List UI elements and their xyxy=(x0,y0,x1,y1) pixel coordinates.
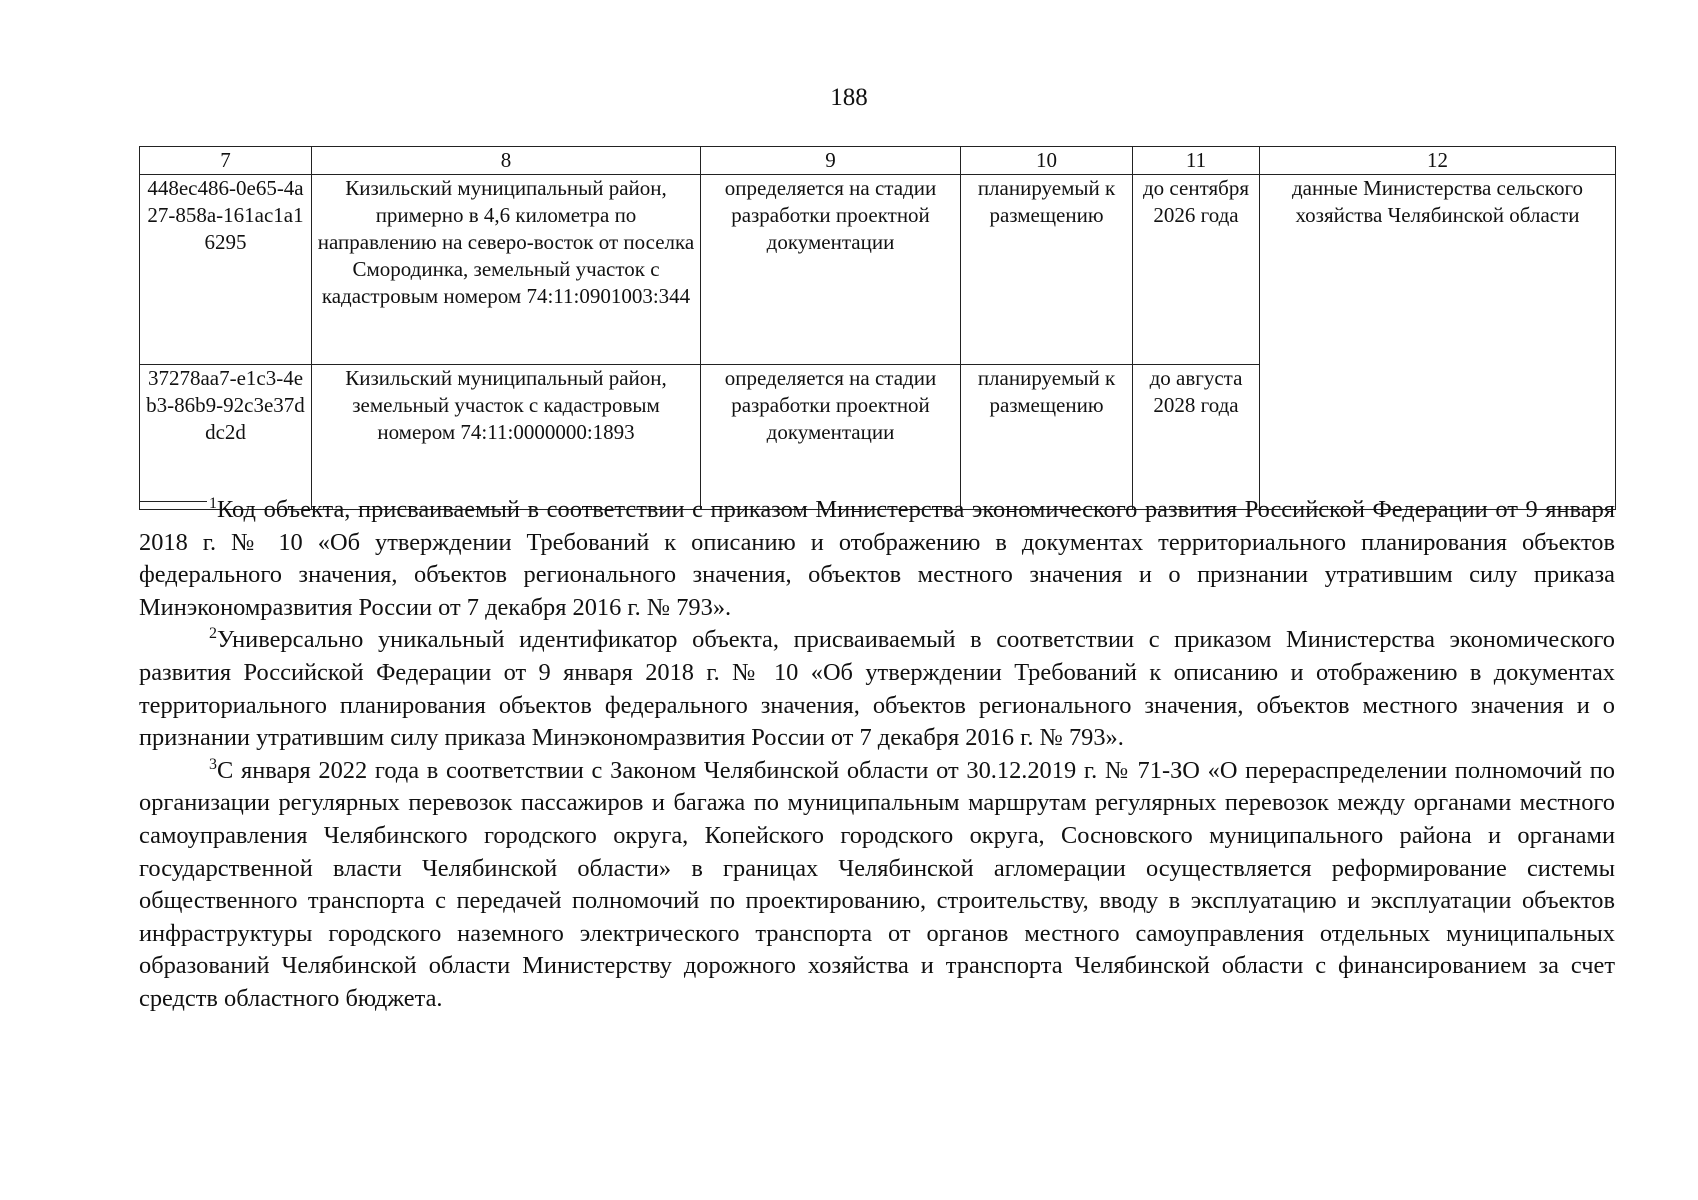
footnote-mark: 2 xyxy=(209,625,217,643)
footnote-text: Универсально уникальный идентификатор объекта, присваиваемый в соответствии с приказом Министерства экономического развития Российской Федерации от 9 января 2018 г. № 10 «Об утверждении Требований к описанию и отображению в документах территориального планирования объектов федерального значения, объектов регионального значения, объектов местного значения и о признании утратившим силу приказа Минэкономразвития России от 7 декабря 2016 г. № 793». xyxy=(139,626,1615,752)
object-characteristic: определяется на стадии разработки проектной документации xyxy=(724,366,937,444)
footnote-3 xyxy=(139,755,1615,1016)
object-uuid-cell xyxy=(140,175,312,365)
column-header: 7 xyxy=(140,147,312,175)
footnote-1 xyxy=(139,494,1615,624)
object-term-cell xyxy=(1133,365,1260,510)
column-header: 11 xyxy=(1133,147,1260,175)
table-header-row xyxy=(140,147,1616,175)
page-number: 188 xyxy=(830,84,868,111)
footnote-text: Код объекта, присваиваемый в соответствии с приказом Министерства экономического развития Российской Федерации от 9 января 2018 г. № 10 «Об утверждении Требований к описанию и отображению в документах территориального планирования объектов федерального значения, объектов регионального значения, объектов местного значения и о признании утратившим силу приказа Минэкономразвития России от 7 декабря 2016 г. № 793». xyxy=(139,496,1615,621)
footnote-mark: 3 xyxy=(209,755,217,773)
object-characteristic: определяется на стадии разработки проектной документации xyxy=(724,176,937,254)
object-location-cell xyxy=(312,175,701,365)
footnote-mark: 1 xyxy=(209,494,217,512)
object-status: планируемый к размещению xyxy=(977,176,1116,227)
footnote-2 xyxy=(139,624,1615,754)
footnote-text: С января 2022 года в соответствии с Законом Челябинской области от 30.12.2019 г. № 71-ЗО «О перераспределении полномочий по организации регулярных перевозок пассажиров и багажа по муниципальным маршрутам регулярных перевозок между органами местного самоуправления Челябинского городского округа, Копейского городского округа, Сосновского муниципального района и органами государственной власти Челябинской области» в границах Челябинской агломерации осуществляется реформирование системы общественного транспорта с передачей полномочий по проектированию, строительству, вводу в эксплуатацию и эксплуатации объектов инфраструктуры городского наземного электрического транспорта от органов местного самоуправления отдельных муниципальных образований Челябинской области Министерству дорожного хозяйства и транспорта Челябинской области с финансированием за счет средств областного бюджета. xyxy=(139,756,1615,1012)
data-source-cell xyxy=(1260,175,1616,510)
object-term: до сентября 2026 года xyxy=(1143,176,1249,227)
column-header: 8 xyxy=(312,147,701,175)
object-term: до августа 2028 года xyxy=(1149,366,1243,417)
column-header: 9 xyxy=(701,147,961,175)
object-uuid: 448ec486-0e65-4a27-858a-161ac1a16295 xyxy=(147,176,304,254)
footnotes xyxy=(139,494,1615,1016)
data-source: данные Министерства сельского хозяйства Челябинской области xyxy=(1291,176,1584,227)
object-location: Кизильский муниципальный район, земельный участок с кадастровым номером 74:11:0000000:1893 xyxy=(345,366,667,444)
object-characteristic-cell xyxy=(701,175,961,365)
object-uuid: 37278aa7-e1c3-4eb3-86b9-92c3e37ddc2d xyxy=(146,366,305,444)
object-location: Кизильский муниципальный район, примерно в 4,6 километра по направлению на северо-восток от поселка Смородинка, земельный участок с кадастровым номером 74:11:0901003:344 xyxy=(317,176,695,308)
column-header: 10 xyxy=(961,147,1133,175)
object-status-cell xyxy=(961,365,1133,510)
object-characteristic-cell xyxy=(701,365,961,510)
objects-table xyxy=(139,146,1616,510)
object-uuid-cell xyxy=(140,365,312,510)
object-location-cell xyxy=(312,365,701,510)
object-term-cell xyxy=(1133,175,1260,365)
table-row xyxy=(140,175,1616,365)
column-header: 12 xyxy=(1260,147,1616,175)
object-status: планируемый к размещению xyxy=(977,366,1116,417)
object-status-cell xyxy=(961,175,1133,365)
